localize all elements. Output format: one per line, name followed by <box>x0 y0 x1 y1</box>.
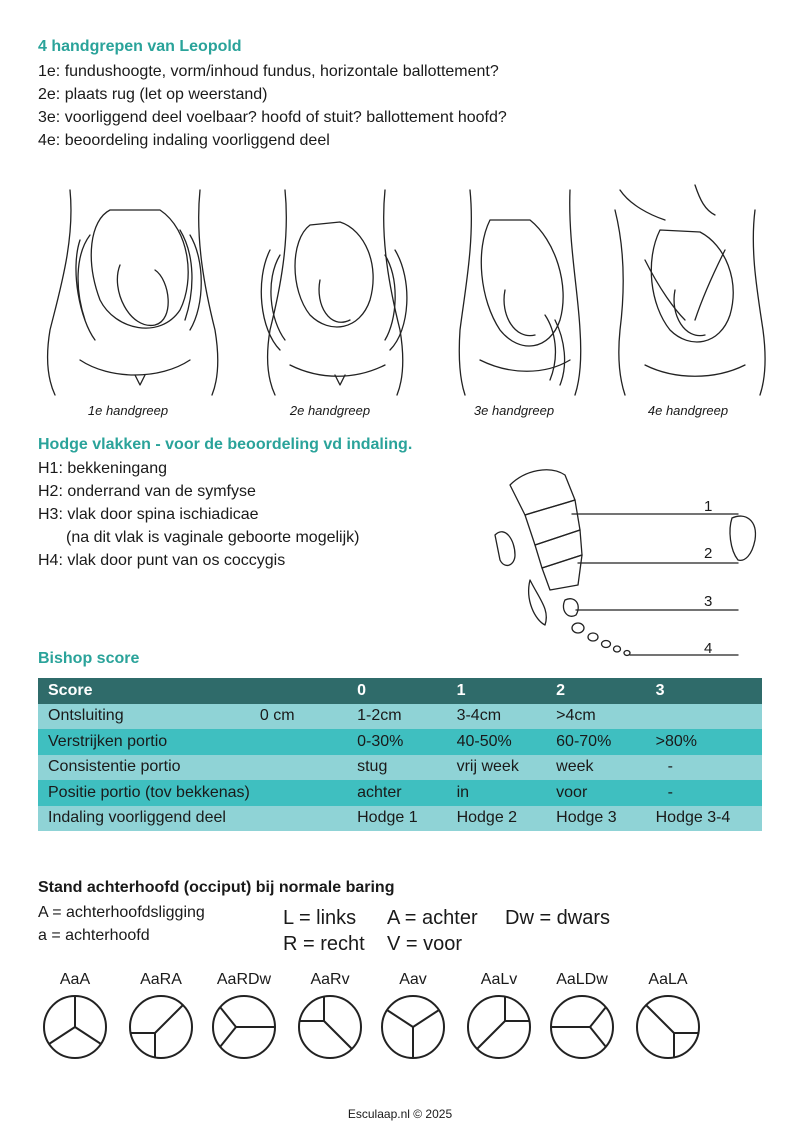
table-cell: Hodge 3-4 <box>646 806 762 832</box>
table-cell: week <box>546 755 645 781</box>
caption-3: 3e handgreep <box>473 403 555 418</box>
hodge-diagram <box>480 460 760 665</box>
hodge-number-4: 4 <box>704 640 713 657</box>
table-row <box>38 806 762 832</box>
table-row <box>38 704 762 730</box>
table-cell: 40-50% <box>447 729 547 755</box>
table-cell: achter <box>347 780 446 806</box>
leopold-line-2: 2e: plaats rug (let op weerstand) <box>38 86 268 103</box>
leopold-figure-4 <box>615 185 765 395</box>
table-cell: Consistentie portio <box>38 755 250 781</box>
leopold-figure-2 <box>261 190 407 395</box>
table-row <box>38 755 762 781</box>
table-cell: Verstrijken portio <box>38 729 250 755</box>
bishop-title: Bishop score <box>38 650 140 667</box>
position-diagrams <box>0 990 800 1065</box>
hodge-number-1: 1 <box>704 498 713 515</box>
position-diagram-aaldw <box>551 996 613 1058</box>
legend-achter: A = achter <box>387 907 478 929</box>
bishop-header-row <box>38 678 762 704</box>
position-label-aala: AaLA <box>648 971 688 988</box>
bishop-header-cell: Score <box>38 678 250 704</box>
table-cell: 3-4cm <box>447 704 547 730</box>
table-cell: stug <box>347 755 446 781</box>
table-cell: Hodge 3 <box>546 806 645 832</box>
position-label-aardw: AaRDw <box>216 971 272 988</box>
position-diagram-aav <box>382 996 444 1058</box>
position-diagram-aalv <box>468 996 530 1058</box>
caption-1: 1e handgreep <box>87 403 169 418</box>
table-cell: Ontsluiting <box>38 704 250 730</box>
position-diagram-aara <box>130 996 192 1058</box>
table-cell: vrij week <box>447 755 547 781</box>
position-label-aaldw: AaLDw <box>556 971 608 988</box>
table-cell: - <box>646 755 762 781</box>
hodge-number-2: 2 <box>704 545 713 562</box>
hodge-line-5: H4: vlak door punt van os coccygis <box>38 552 286 569</box>
bishop-header-cell: 3 <box>646 678 762 704</box>
table-cell: >4cm <box>546 704 645 730</box>
table-cell: Hodge 1 <box>347 806 446 832</box>
table-cell <box>250 780 347 806</box>
table-cell: 0 cm <box>250 704 347 730</box>
table-cell <box>250 729 347 755</box>
hodge-number-3: 3 <box>704 593 713 610</box>
leopold-figure-3 <box>459 190 581 395</box>
stand-title: Stand achterhoofd (occiput) bij normale baring <box>38 879 395 896</box>
table-cell: voor <box>546 780 645 806</box>
leopold-figure-1 <box>48 190 218 395</box>
position-diagram-aardw <box>213 996 275 1058</box>
hodge-line-4: (na dit vlak is vaginale geboorte mogelijk) <box>66 529 360 546</box>
table-cell: >80% <box>646 729 762 755</box>
table-cell <box>250 755 347 781</box>
table-cell: 60-70% <box>546 729 645 755</box>
table-cell: Positie portio (tov bekkenas) <box>38 780 250 806</box>
legend-recht: R = recht <box>283 933 365 955</box>
position-label-aav: Aav <box>399 971 427 988</box>
footer-copyright: Esculaap.nl © 2025 <box>347 1107 453 1121</box>
table-row <box>38 729 762 755</box>
hodge-line-2: H2: onderrand van de symfyse <box>38 483 256 500</box>
position-diagram-aala <box>637 996 699 1058</box>
caption-4: 4e handgreep <box>647 403 729 418</box>
position-label-aara: AaRA <box>140 971 182 988</box>
leopold-illustrations <box>30 180 770 400</box>
table-row <box>38 780 762 806</box>
hodge-line-1: H1: bekkeningang <box>38 460 167 477</box>
legend-dwars: Dw = dwars <box>505 907 611 929</box>
table-cell <box>646 704 762 730</box>
bishop-table <box>38 678 762 831</box>
table-cell: - <box>646 780 762 806</box>
hodge-line-3: H3: vlak door spina ischiadicae <box>38 506 259 523</box>
hodge-title: Hodge vlakken - voor de beoordeling vd indaling. <box>38 436 413 453</box>
table-cell: in <box>447 780 547 806</box>
leopold-line-4: 4e: beoordeling indaling voorliggend deel <box>38 132 330 149</box>
position-label-aalv: AaLv <box>480 971 518 988</box>
stand-def-1: A = achterhoofdsligging <box>38 904 205 921</box>
position-diagram-aarv <box>299 996 361 1058</box>
position-label-aarv: AaRv <box>310 971 350 988</box>
bishop-header-cell: 0 <box>347 678 446 704</box>
table-cell: Hodge 2 <box>447 806 547 832</box>
bishop-header-cell <box>250 678 347 704</box>
leopold-line-1: 1e: fundushoogte, vorm/inhoud fundus, horizontale ballottement? <box>38 63 499 80</box>
position-label-aaa: AaA <box>59 971 91 988</box>
table-cell: 0-30% <box>347 729 446 755</box>
legend-links: L = links <box>283 907 357 929</box>
table-cell: Indaling voorliggend deel <box>38 806 250 832</box>
bishop-header-cell: 2 <box>546 678 645 704</box>
leopold-line-3: 3e: voorliggend deel voelbaar? hoofd of stuit? ballottement hoofd? <box>38 109 507 126</box>
legend-voor: V = voor <box>387 933 463 955</box>
caption-2: 2e handgreep <box>289 403 371 418</box>
table-cell <box>250 806 347 832</box>
stand-def-2: a = achterhoofd <box>38 927 150 944</box>
table-cell: 1-2cm <box>347 704 446 730</box>
leopold-title: 4 handgrepen van Leopold <box>38 38 242 55</box>
bishop-header-cell: 1 <box>447 678 547 704</box>
position-diagram-aaa <box>44 996 106 1058</box>
